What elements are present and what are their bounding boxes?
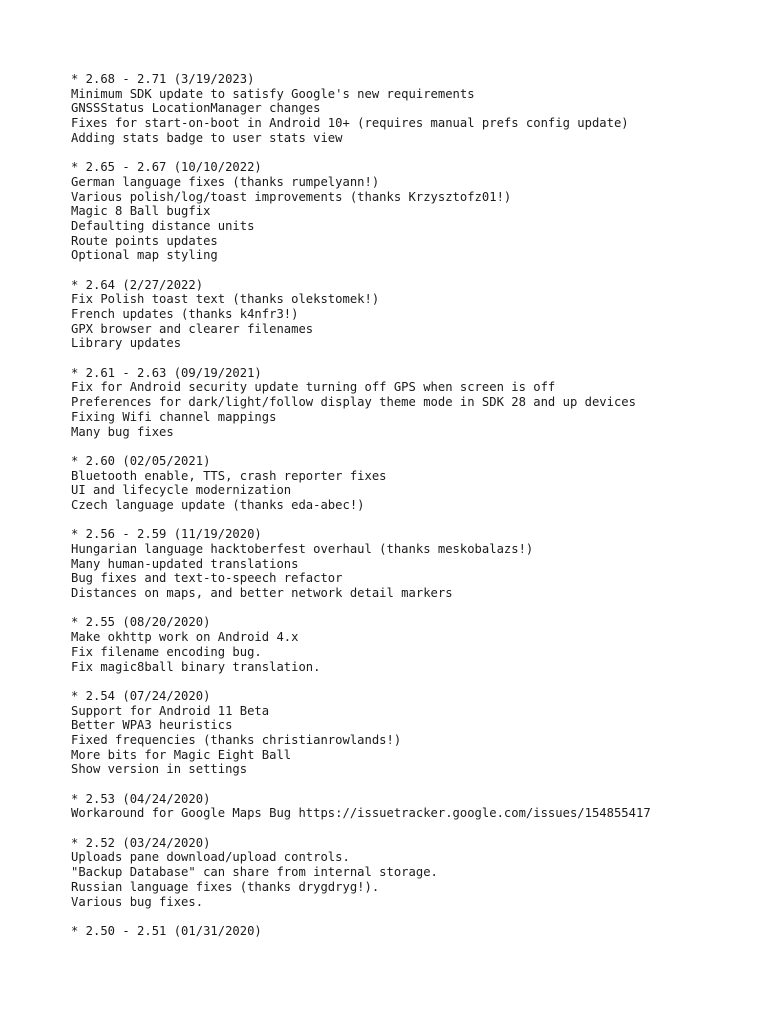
version-header: * 2.65 - 2.67 (10/10/2022)	[71, 160, 262, 175]
changelog-item: Russian language fixes (thanks drygdryg!).	[71, 879, 380, 894]
changelog-entry	[71, 454, 761, 513]
version-header: * 2.50 - 2.51 (01/31/2020)	[71, 923, 262, 938]
changelog-item: Fixed frequencies (thanks christianrowlands!)	[71, 732, 402, 747]
changelog-item: Fix magic8ball binary translation.	[71, 659, 321, 674]
changelog-item: Uploads pane download/upload controls.	[71, 850, 350, 865]
changelog-item: Many bug fixes	[71, 424, 174, 439]
changelog-item: Route points updates	[71, 233, 218, 248]
changelog-item: Many human-updated translations	[71, 556, 299, 571]
version-header: * 2.54 (07/24/2020)	[71, 688, 211, 703]
changelog-item: Magic 8 Ball bugfix	[71, 204, 211, 219]
changelog-item: Library updates	[71, 336, 182, 351]
changelog-item: Bluetooth enable, TTS, crash reporter fixes	[71, 468, 387, 483]
changelog-item: Support for Android 11 Beta	[71, 703, 270, 718]
changelog-item: UI and lifecycle modernization	[71, 483, 292, 498]
version-header: * 2.53 (04/24/2020)	[71, 791, 211, 806]
changelog-item: Adding stats badge to user stats view	[71, 130, 343, 145]
changelog-entry	[71, 527, 761, 600]
version-header: * 2.52 (03/24/2020)	[71, 835, 211, 850]
changelog-entry	[71, 689, 761, 777]
changelog-item: Various polish/log/toast improvements (thanks Krzysztofz01!)	[71, 189, 512, 204]
changelog-item: Various bug fixes.	[71, 894, 204, 909]
changelog-item: Fix Polish toast text (thanks olekstomek!)	[71, 292, 380, 307]
changelog-item: Fix for Android security update turning off GPS when screen is off	[71, 380, 556, 395]
changelog-item: Minimum SDK update to satisfy Google's new requirements	[71, 86, 475, 101]
version-header: * 2.64 (2/27/2022)	[71, 277, 204, 292]
changelog-entry	[71, 615, 761, 674]
changelog-item: French updates (thanks k4nfr3!)	[71, 307, 299, 321]
changelog-entry	[71, 278, 761, 351]
changelog-item: Bug fixes and text-to-speech refactor	[71, 571, 343, 586]
changelog-item: Fix filename encoding bug.	[71, 644, 262, 659]
changelog-item: Fixes for start-on-boot in Android 10+ (requires manual prefs config update)	[71, 116, 629, 131]
changelog-entry	[71, 72, 761, 145]
changelog-item: Fixing Wifi channel mappings	[71, 409, 277, 424]
changelog-entry	[71, 836, 761, 909]
changelog-item: Preferences for dark/light/follow display theme mode in SDK 28 and up devices	[71, 395, 636, 410]
changelog-item: German language fixes (thanks rumpelyann!)	[71, 174, 380, 189]
changelog-item: GPX browser and clearer filenames	[71, 321, 314, 336]
changelog-item: Czech language update (thanks eda-abec!)	[71, 497, 365, 512]
version-header: * 2.56 - 2.59 (11/19/2020)	[71, 527, 262, 542]
changelog-item: Workaround for Google Maps Bug https://issuetracker.google.com/issues/154855417	[71, 806, 651, 821]
changelog-item: Make okhttp work on Android 4.x	[71, 630, 299, 645]
version-header: * 2.61 - 2.63 (09/19/2021)	[71, 365, 262, 380]
version-header: * 2.55 (08/20/2020)	[71, 615, 211, 630]
changelog-item: Optional map styling	[71, 248, 218, 263]
changelog-entry	[71, 160, 761, 263]
changelog-item: Defaulting distance units	[71, 218, 255, 233]
changelog-item: GNSSStatus LocationManager changes	[71, 101, 321, 116]
changelog-item: More bits for Magic Eight Ball	[71, 747, 292, 762]
changelog-document	[71, 72, 761, 953]
changelog-item: Hungarian language hacktoberfest overhaul (thanks meskobalazs!)	[71, 542, 534, 556]
version-header: * 2.68 - 2.71 (3/19/2023)	[71, 72, 255, 86]
changelog-item: Better WPA3 heuristics	[71, 718, 233, 733]
changelog-entry	[71, 366, 761, 439]
version-header: * 2.60 (02/05/2021)	[71, 453, 211, 468]
changelog-entry	[71, 924, 761, 939]
changelog-item: "Backup Database" can share from internal storage.	[71, 865, 438, 880]
changelog-entry	[71, 792, 761, 821]
changelog-item: Show version in settings	[71, 762, 248, 777]
changelog-item: Distances on maps, and better network detail markers	[71, 586, 453, 601]
